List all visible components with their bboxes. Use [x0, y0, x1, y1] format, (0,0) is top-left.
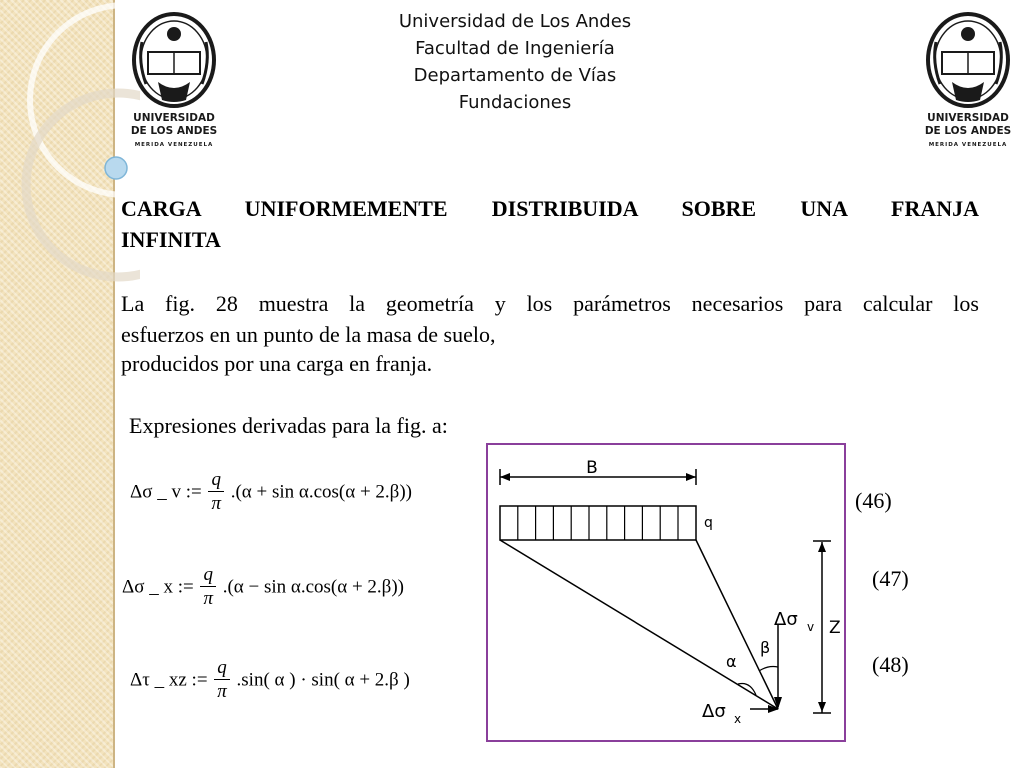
arrow-down-icon — [818, 702, 826, 712]
slide-title-line1: CARGA UNIFORMEMENTE DISTRIBUIDA SOBRE UNA FRANJA — [121, 196, 979, 221]
svg-text:MERIDA VENEZUELA: MERIDA VENEZUELA — [134, 142, 214, 148]
load-label: q — [704, 515, 713, 531]
fraction-numerator: q — [214, 658, 230, 680]
decorative-rings — [0, 0, 140, 300]
fraction-denominator: π — [217, 681, 227, 702]
header-faculty: Facultad de Ingeniería — [415, 38, 615, 59]
slide-title-line2: INFINITA — [121, 227, 221, 252]
equation-sigma-x — [122, 565, 404, 610]
width-label: B — [586, 458, 598, 478]
sigma-v-label: Δσ — [774, 609, 798, 630]
sigma-x-label: Δσ — [702, 701, 726, 722]
strip-load-figure — [486, 443, 846, 742]
paragraph-line1: La fig. 28 muestra la geometría y los parámetros necesarios para calcular los — [121, 291, 979, 316]
university-logo-right — [922, 12, 1014, 150]
fraction-denominator: π — [211, 493, 221, 514]
fraction-denominator: π — [203, 588, 213, 609]
svg-text:DE LOS ANDES: DE LOS ANDES — [130, 125, 218, 137]
header-department: Departamento de Vías — [413, 65, 617, 86]
university-seal-icon — [922, 12, 1014, 150]
fraction — [208, 470, 224, 515]
equation-lhs: Δσ _ x := — [122, 576, 194, 598]
header-course: Fundaciones — [458, 92, 572, 113]
paragraph-line2: esfuerzos en un punto de la masa de suelo, — [121, 322, 496, 347]
svg-text:DE LOS ANDES: DE LOS ANDES — [924, 125, 1012, 137]
sigma-v-subscript: v — [807, 620, 815, 634]
equation-rhs: .(α − sin α.cos(α + 2.β)) — [222, 576, 404, 598]
load-strip — [500, 506, 696, 540]
arrow-left-icon — [500, 473, 510, 481]
university-logo-left — [128, 12, 220, 150]
svg-text:UNIVERSIDAD: UNIVERSIDAD — [133, 112, 215, 124]
svg-text:UNIVERSIDAD: UNIVERSIDAD — [927, 112, 1009, 124]
equation-number: (48) — [872, 652, 909, 677]
equation-number: (47) — [872, 566, 909, 591]
equation-number: (46) — [855, 488, 892, 513]
fraction — [214, 658, 230, 703]
university-seal-icon — [128, 12, 220, 150]
arrow-right-icon — [686, 473, 696, 481]
expressions-intro: Expresiones derivadas para la fig. a: — [129, 413, 448, 438]
arrow-up-icon — [818, 542, 826, 552]
equation-rhs: .(α + sin α.cos(α + 2.β)) — [230, 481, 412, 503]
equation-lhs: Δτ _ xz := — [130, 669, 208, 691]
fraction-numerator: q — [200, 565, 216, 587]
equation-tau-xz — [130, 658, 410, 703]
fraction-numerator: q — [208, 470, 224, 492]
header-university: Universidad de Los Andes — [398, 11, 632, 32]
blue-dot — [105, 157, 127, 179]
equation-lhs: Δσ _ v := — [130, 481, 202, 503]
equation-rhs: .sin( α ) · sin( α + 2.β ) — [236, 669, 410, 691]
sigma-x-subscript: x — [734, 712, 742, 726]
fraction — [200, 565, 216, 610]
strip-load-diagram — [488, 445, 844, 740]
institution-header — [330, 8, 700, 116]
svg-text:MERIDA VENEZUELA: MERIDA VENEZUELA — [928, 142, 1008, 148]
alpha-label: α — [726, 652, 737, 671]
paragraph-line3: producidos por una carga en franja. — [121, 351, 433, 376]
equation-sigma-v — [130, 470, 412, 515]
beta-arc — [759, 667, 778, 672]
beta-label: β — [760, 638, 771, 657]
depth-label: Z — [829, 618, 841, 638]
